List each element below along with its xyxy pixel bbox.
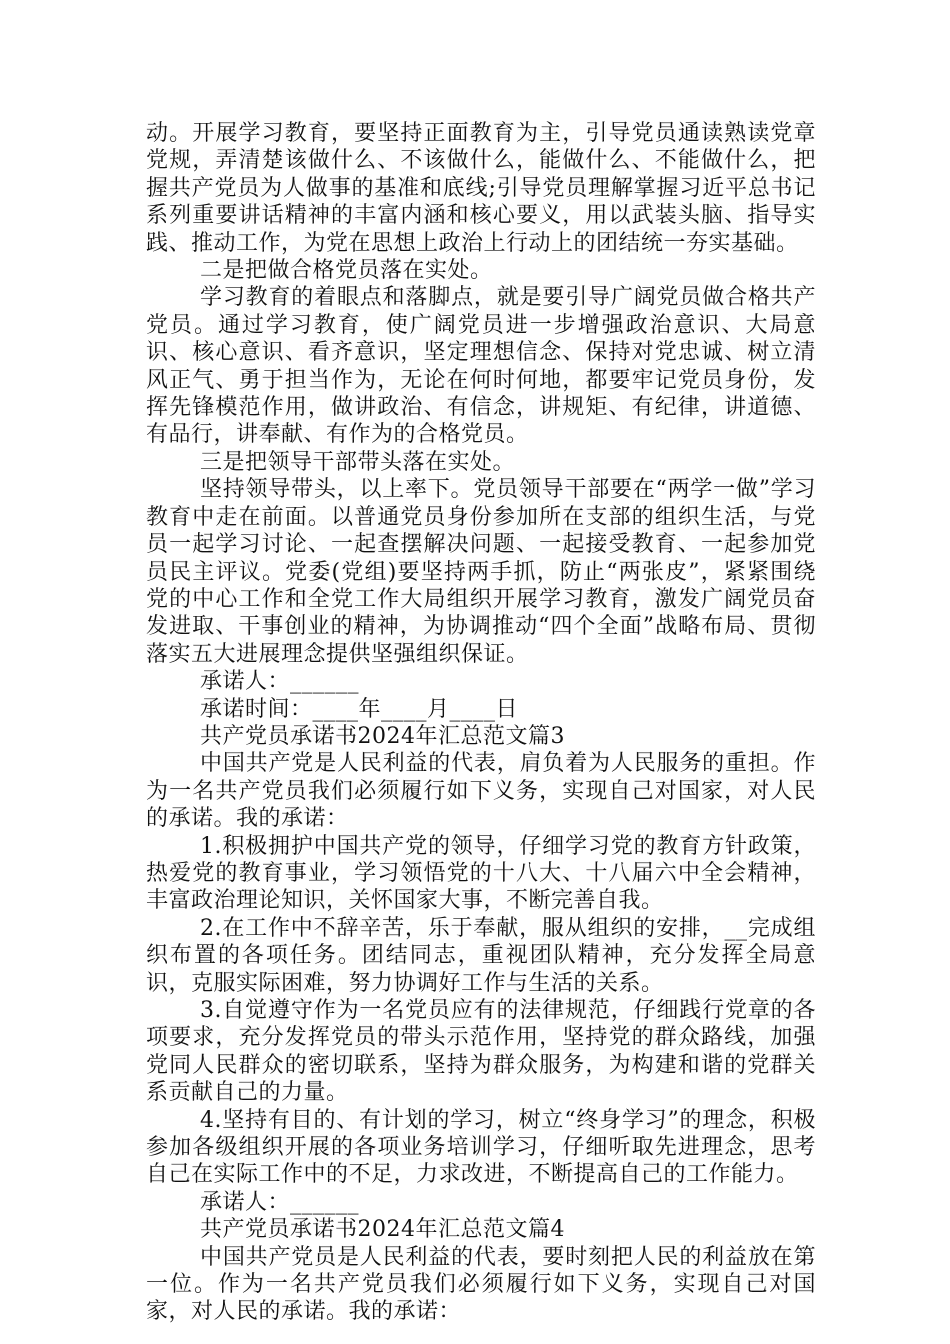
promise-date-line: 承诺时间：____年____月____日 [200,696,519,722]
promiser-line-2: 承诺人：______ [200,1189,360,1215]
promise-item-2: 2.在工作中不辞辛苦，乐于奉献，服从组织的安排，__完成组织布置的各项任务。团结同志，重视团队精神，充分发挥全局意识，克服实际困难，努力协调好工作与生活的关系。 [146,915,816,996]
paragraph-continuation: 动。开展学习教育，要坚持正面教育为主，引导党员通读熟读党章党规，弄清楚该做什么、不该做什么，能做什么、不能做什么，把握共产党员为人做事的基准和底线;引导党员理解掌握习近平总书记系列重要讲话精神的丰富内涵和核心要义，用以武装头脑、指导实践、推动工作，为党在思想上政治上行动上的团结统一夯实基础。 [146,121,816,256]
paragraph-qualified-members: 学习教育的着眼点和落脚点，就是要引导广阔党员做合格共产党员。通过学习教育，使广阔党员进一步增强政治意识、大局意识、核心意识、看齐意识，坚定理想信念、保持对党忠诚、树立清风正气、勇于担当作为，无论在何时何地，都要牢记党员身份，发挥先锋模范作用，做讲政治、有信念，讲规矩、有纪律，讲道德、有品行，讲奉献、有作为的合格党员。 [146,285,816,448]
paragraph-intro-4: 中国共产党员是人民利益的代表，要时刻把人民的利益放在第一位。作为一名共产党员我们必须履行如下义务，实现自己对国家，对人民的承诺。我的承诺： [146,1244,816,1325]
section-title-4: 共产党员承诺书2024年汇总范文篇4 [200,1217,565,1243]
document-page [146,120,816,1326]
promise-item-1: 1.积极拥护中国共产党的领导，仔细学习党的教育方针政策，热爱党的教育事业，学习领悟党的十八大、十八届六中全会精神，丰富政治理论知识，关怀国家大事，不断完善自我。 [146,833,816,914]
promiser-line: 承诺人：______ [200,669,360,695]
heading-point-three: 三是把领导干部带头落在实处。 [200,449,516,475]
section-title-3: 共产党员承诺书2024年汇总范文篇3 [200,723,565,749]
paragraph-intro-3: 中国共产党是人民利益的代表，肩负着为人民服务的重担。作为一名共产党员我们必须履行如下义务，实现自己对国家，对人民的承诺。我的承诺： [146,751,816,832]
promise-item-3: 3.自觉遵守作为一名党员应有的法律规范，仔细践行党章的各项要求，充分发挥党员的带头示范作用，坚持党的群众路线，加强党同人民群众的密切联系，坚持为群众服务，为构建和谐的党群关系贡献自己的力量。 [146,998,816,1106]
paragraph-leaders-lead: 坚持领导带头，以上率下。党员领导干部要在“两学一做”学习教育中走在前面。以普通党员身份参加所在支部的组织生活，与党员一起学习讨论、一起查摆解决问题、一起接受教育、一起参加党员民主评议。党委(党组)要坚持两手抓，防止“两张皮”，紧紧围绕党的中心工作和全党工作大局组织开展学习教育，激发广阔党员奋发进取、干事创业的精神，为协调推动“四个全面”战略布局、贯彻落实五大进展理念提供坚强组织保证。 [146,477,816,667]
heading-point-two: 二是把做合格党员落在实处。 [200,258,493,284]
promise-item-4: 4.坚持有目的、有计划的学习，树立“终身学习”的理念，积极参加各级组织开展的各项业务培训学习，仔细听取先进理念，思考自己在实际工作中的不足，力求改进，不断提高自己的工作能力。 [146,1107,816,1188]
